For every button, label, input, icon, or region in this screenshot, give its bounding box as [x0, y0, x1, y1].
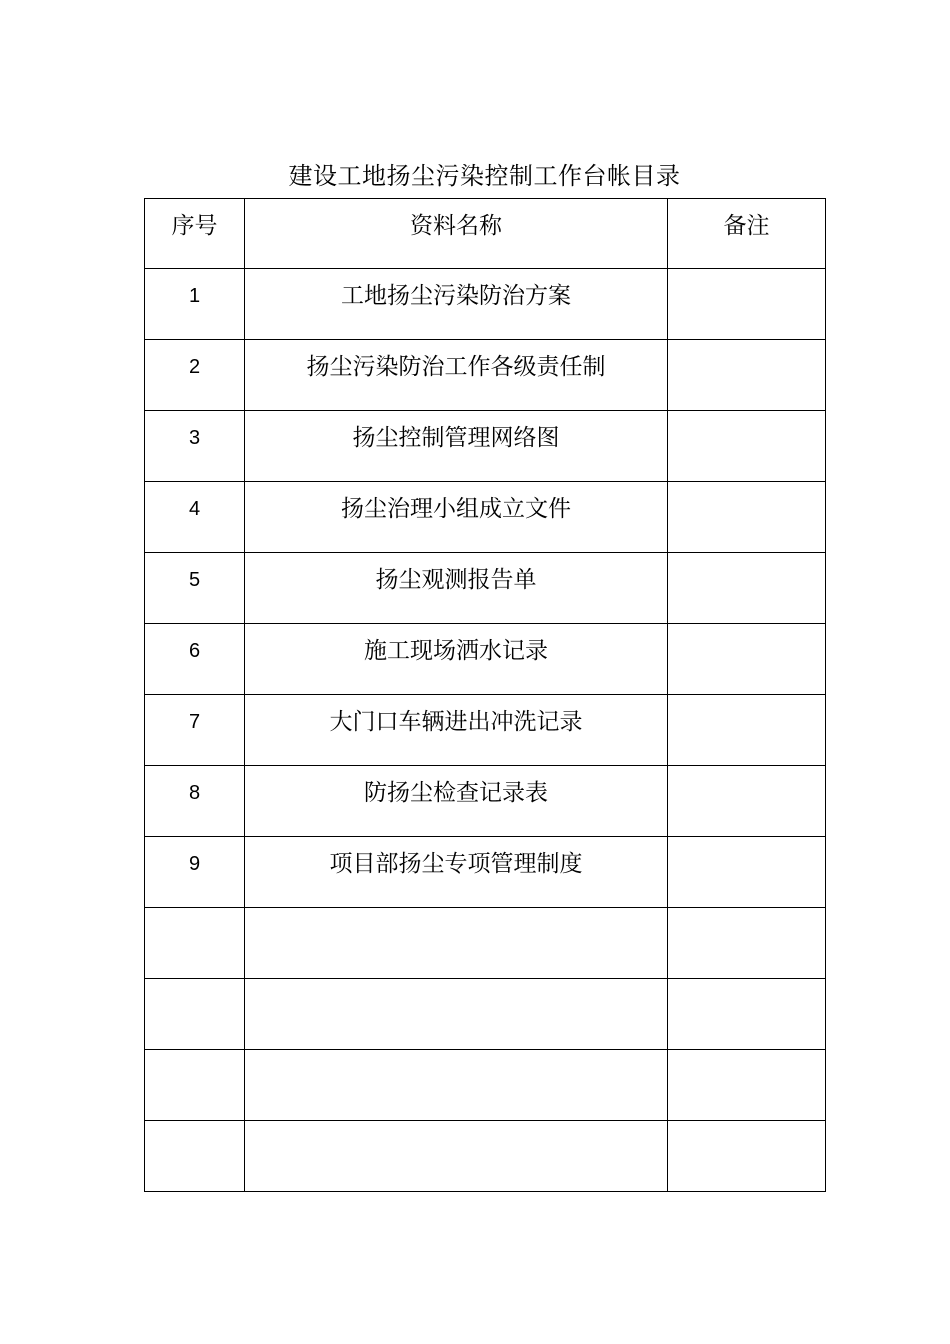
header-material-name: 资料名称: [245, 199, 668, 269]
ledger-index-table: [144, 198, 826, 1192]
row-name-cell: [245, 1121, 668, 1192]
row-name-cell: 大门口车辆进出冲洗记录: [245, 695, 668, 766]
row-index-cell: 6: [145, 624, 245, 695]
table-row-empty: [145, 979, 826, 1050]
row-index-cell: 8: [145, 766, 245, 837]
table-header-row: [145, 199, 826, 269]
row-index-cell: 5: [145, 553, 245, 624]
row-remarks-cell: [668, 979, 826, 1050]
table-row-empty: [145, 1121, 826, 1192]
table-row: [145, 695, 826, 766]
row-remarks-cell: [668, 837, 826, 908]
row-name-cell: 施工现场洒水记录: [245, 624, 668, 695]
table-row: [145, 837, 826, 908]
table-row: [145, 766, 826, 837]
table-row: [145, 269, 826, 340]
table-row-empty: [145, 908, 826, 979]
row-index-cell: 9: [145, 837, 245, 908]
row-name-cell: 扬尘治理小组成立文件: [245, 482, 668, 553]
row-index-cell: [145, 1121, 245, 1192]
row-name-cell: 扬尘控制管理网络图: [245, 411, 668, 482]
row-name-cell: 扬尘观测报告单: [245, 553, 668, 624]
table-row: [145, 411, 826, 482]
row-name-cell: [245, 1050, 668, 1121]
row-name-cell: [245, 979, 668, 1050]
table-row: [145, 624, 826, 695]
row-name-cell: 工地扬尘污染防治方案: [245, 269, 668, 340]
row-index-cell: 3: [145, 411, 245, 482]
table-row: [145, 340, 826, 411]
header-index: 序号: [145, 199, 245, 269]
row-remarks-cell: [668, 1050, 826, 1121]
row-remarks-cell: [668, 553, 826, 624]
row-remarks-cell: [668, 766, 826, 837]
row-name-cell: 项目部扬尘专项管理制度: [245, 837, 668, 908]
row-remarks-cell: [668, 482, 826, 553]
header-remarks: 备注: [668, 199, 826, 269]
row-index-cell: [145, 908, 245, 979]
row-remarks-cell: [668, 1121, 826, 1192]
row-index-cell: 4: [145, 482, 245, 553]
row-index-cell: [145, 1050, 245, 1121]
table-row-empty: [145, 1050, 826, 1121]
row-name-cell: [245, 908, 668, 979]
row-index-cell: 1: [145, 269, 245, 340]
table-row: [145, 553, 826, 624]
row-remarks-cell: [668, 340, 826, 411]
row-index-cell: 2: [145, 340, 245, 411]
row-remarks-cell: [668, 695, 826, 766]
row-name-cell: 防扬尘检查记录表: [245, 766, 668, 837]
row-remarks-cell: [668, 269, 826, 340]
row-remarks-cell: [668, 411, 826, 482]
table-row: [145, 482, 826, 553]
row-remarks-cell: [668, 908, 826, 979]
row-index-cell: [145, 979, 245, 1050]
row-index-cell: 7: [145, 695, 245, 766]
row-remarks-cell: [668, 624, 826, 695]
document-title: 建设工地扬尘污染控制工作台帐目录: [288, 162, 681, 190]
row-name-cell: 扬尘污染防治工作各级责任制: [245, 340, 668, 411]
